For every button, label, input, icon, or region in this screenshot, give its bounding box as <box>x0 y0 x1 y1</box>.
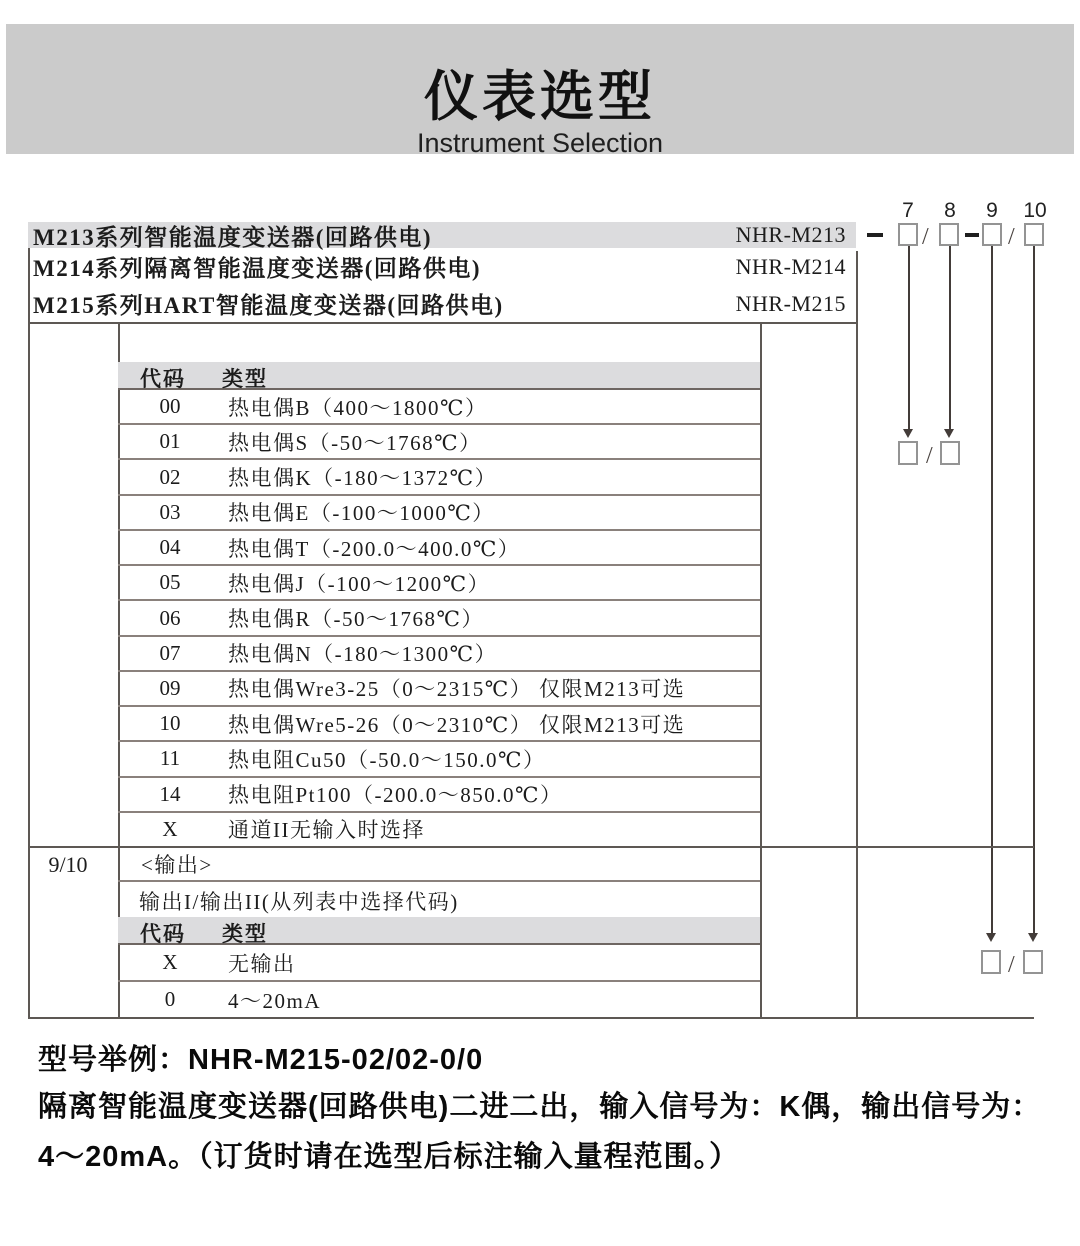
table-right-border <box>856 251 858 1019</box>
table-row <box>118 945 760 982</box>
table-row <box>118 460 760 495</box>
digit-box-10 <box>1024 223 1044 246</box>
table-row <box>118 982 760 1017</box>
row-type: 热电偶R（-50～1768℃） <box>228 607 484 632</box>
table-top-border <box>28 322 858 324</box>
row-type: 4～20mA <box>228 988 321 1013</box>
model-row-m213 <box>28 222 856 248</box>
model-code-m213: NHR-M213 <box>735 222 846 247</box>
model-name-m215: M215系列HART智能温度变送器(回路供电) <box>33 293 504 318</box>
table-row <box>118 742 760 777</box>
column-header-type: 类型 <box>222 367 268 391</box>
output-title-row <box>118 848 760 882</box>
page-title: 仪表选型 <box>424 67 656 127</box>
table-row <box>118 707 760 742</box>
row-code: 05 <box>159 570 181 595</box>
output-digit-label: 9/10 <box>48 852 88 877</box>
arrow-head-icon <box>1028 933 1038 942</box>
arrow-line-8 <box>949 246 951 429</box>
output-subtitle-row <box>118 884 760 917</box>
example-model-line: 型号举例：NHR-M215-02/02-0/0 <box>38 1044 484 1076</box>
model-name-m213: M213系列智能温度变送器(回路供电) <box>33 224 433 250</box>
row-code: 06 <box>159 605 181 630</box>
row-type: 热电阻Cu50（-50.0～150.0℃） <box>228 747 546 772</box>
page-subtitle: Instrument Selection <box>416 128 664 158</box>
table-row <box>118 778 760 813</box>
row-type: 通道II无输入时选择 <box>228 818 425 843</box>
digit-label-8: 8 <box>944 199 956 222</box>
model-name-m214: M214系列隔离智能温度变送器(回路供电) <box>33 256 482 281</box>
slash-separator: / <box>926 443 933 469</box>
row-type: 无输出 <box>228 951 296 976</box>
row-code: 00 <box>159 394 181 419</box>
row-type: 热电偶S（-50～1768℃） <box>228 430 482 455</box>
output-table-header <box>118 917 760 945</box>
arrow-line-7 <box>908 246 910 429</box>
row-type: 热电偶J（-100～1200℃） <box>228 571 491 596</box>
row-code: 11 <box>159 746 181 771</box>
row-code: 09 <box>159 675 181 700</box>
row-code: 0 <box>164 987 176 1011</box>
slash-separator: / <box>1008 952 1015 978</box>
page-header-banner <box>6 24 1074 158</box>
table-row <box>118 601 760 636</box>
output-title: <输出> <box>141 853 213 877</box>
code-dash-1 <box>867 233 883 237</box>
row-type: 热电偶Wre3-25（0～2315℃） 仅限M213可选 <box>228 677 686 702</box>
model-row-m215 <box>28 285 856 322</box>
column-header-type: 类型 <box>222 922 268 946</box>
table-row <box>118 566 760 601</box>
row-type: 热电偶B（400～1800℃） <box>228 395 488 420</box>
row-type: 热电阻Pt100（-200.0～850.0℃） <box>228 783 563 808</box>
output-code-box-9 <box>981 950 1001 974</box>
digit-box-7 <box>898 223 918 246</box>
column-header-code: 代码 <box>140 367 186 391</box>
row-type: 热电偶K（-180～1372℃） <box>228 466 498 491</box>
row-code: 01 <box>159 429 181 454</box>
example-description-line-1: 隔离智能温度变送器(回路供电)二进二出，输入信号为：K偶，输出信号为： <box>38 1091 1042 1123</box>
row-code: 14 <box>159 781 181 806</box>
row-code: 02 <box>159 464 181 489</box>
slash-separator: / <box>922 224 929 250</box>
row-code: 07 <box>159 640 181 665</box>
input-table-rows <box>118 390 760 846</box>
arrow-head-icon <box>944 429 954 438</box>
table-row <box>118 672 760 707</box>
digit-box-8 <box>939 223 959 246</box>
input-code-box-8 <box>940 441 960 465</box>
table-left-border <box>28 248 30 1019</box>
digit-label-10: 10 <box>1023 199 1047 222</box>
table-bottom-border <box>28 1017 1034 1019</box>
example-description-line-2: 4～20mA。（订货时请在选型后标注输入量程范围。） <box>38 1141 740 1173</box>
column-header-code: 代码 <box>140 922 186 946</box>
row-type: 热电偶N（-180～1300℃） <box>228 642 498 667</box>
arrow-line-10 <box>1033 246 1035 933</box>
code-dash-2 <box>965 233 979 237</box>
model-row-m214 <box>28 248 856 285</box>
table-row <box>118 813 760 846</box>
digit-box-9 <box>982 223 1002 246</box>
arrow-head-icon <box>986 933 996 942</box>
row-code: 10 <box>159 711 181 736</box>
slash-separator: / <box>1008 224 1015 250</box>
output-code-box-10 <box>1023 950 1043 974</box>
model-code-m215: NHR-M215 <box>735 290 846 316</box>
digit-label-7: 7 <box>902 199 914 222</box>
row-code: X <box>162 816 178 841</box>
table-inner-right-divider <box>760 322 762 1019</box>
output-subtitle: 输出I/输出II(从列表中选择代码) <box>139 889 459 914</box>
row-code: 03 <box>159 499 181 524</box>
table-row <box>118 531 760 566</box>
model-code-m214: NHR-M214 <box>735 253 846 279</box>
row-type: 热电偶Wre5-26（0～2310℃） 仅限M213可选 <box>228 712 686 737</box>
input-table-header <box>118 362 760 390</box>
table-row <box>118 496 760 531</box>
row-type: 热电偶T（-200.0～400.0℃） <box>228 536 521 561</box>
table-row <box>118 425 760 460</box>
input-code-box-7 <box>898 441 918 465</box>
row-type: 热电偶E（-100～1000℃） <box>228 501 495 526</box>
arrow-head-icon <box>903 429 913 438</box>
table-row <box>118 637 760 672</box>
row-code: X <box>162 950 178 974</box>
table-row <box>118 390 760 425</box>
row-code: 04 <box>159 535 181 560</box>
digit-label-9: 9 <box>986 199 998 222</box>
arrow-line-9 <box>991 246 993 933</box>
